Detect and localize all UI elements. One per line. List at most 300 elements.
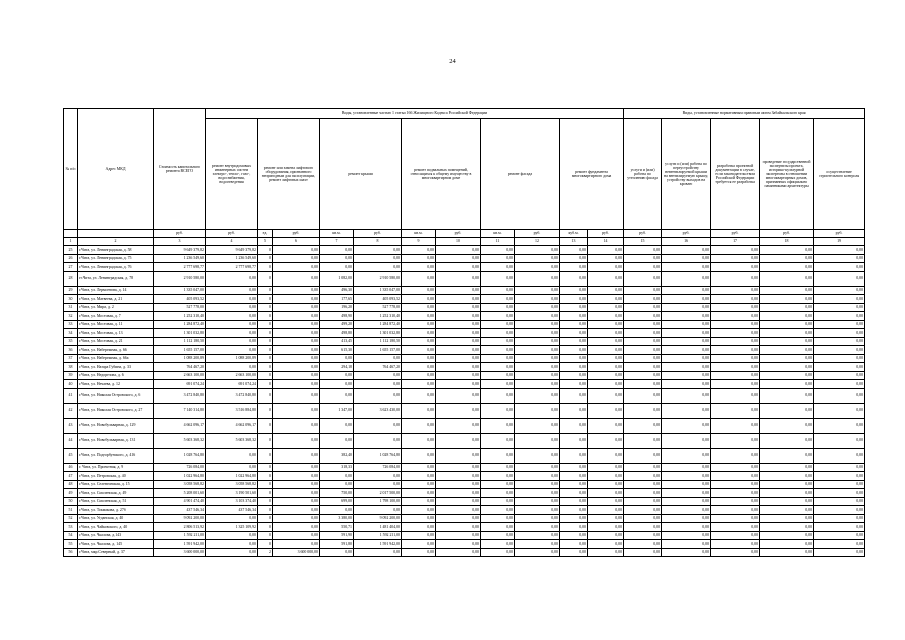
value-cell: 1 592 211,00	[354, 531, 402, 540]
value-cell: 0,00	[588, 548, 624, 557]
value-cell: 5 208 001,60	[154, 489, 206, 498]
value-cell: 0,00	[481, 263, 515, 272]
value-cell: 0,00	[560, 346, 588, 355]
value-cell: 726 084,00	[154, 463, 206, 472]
value-cell: 0,00	[814, 254, 865, 263]
value-cell: 3 600 000,00	[273, 548, 320, 557]
value-cell: 0,00	[436, 371, 481, 380]
value-cell: 0,00	[354, 506, 402, 515]
value-cell: 3 623 430,00	[354, 403, 402, 418]
value-cell: 0,00	[662, 263, 711, 272]
value-cell: 0,00	[711, 286, 760, 295]
value-cell: 0,00	[320, 388, 354, 403]
value-cell: 0,00	[436, 506, 481, 515]
header-facade-insulation: услуги и (или) работы по утеплению фасада	[624, 119, 662, 230]
value-cell: 0,00	[662, 271, 711, 286]
table-header	[64, 109, 865, 246]
value-cell: 0,00	[354, 254, 402, 263]
row-number: 56	[64, 548, 78, 557]
value-cell: 0,00	[711, 489, 760, 498]
value-cell: 0,00	[273, 540, 320, 549]
row-number: 27	[64, 263, 78, 272]
value-cell: 2 663 100,00	[206, 371, 258, 380]
value-cell: 0,00	[760, 295, 814, 304]
value-cell: 1 028 764,80	[354, 448, 402, 463]
value-cell: 0,00	[560, 354, 588, 363]
unit-cell: руб.	[814, 230, 865, 238]
table-row	[64, 514, 865, 523]
value-cell: 0,00	[588, 371, 624, 380]
value-cell: 0,00	[481, 463, 515, 472]
value-cell: 0,00	[206, 540, 258, 549]
address-cell: г.Чита, мкр.Северный, д. 37	[78, 548, 154, 557]
value-cell: 0,00	[481, 388, 515, 403]
value-cell: 1 088 200,89	[154, 354, 206, 363]
value-cell: 0,00	[814, 320, 865, 329]
value-cell: 0,00	[760, 263, 814, 272]
value-cell: 0,00	[515, 303, 560, 312]
value-cell: 0,00	[481, 506, 515, 515]
value-cell: 0,00	[711, 371, 760, 380]
value-cell: 0	[258, 388, 273, 403]
value-cell: 0,00	[711, 329, 760, 338]
value-cell: 0,00	[481, 303, 515, 312]
value-cell: 0,00	[481, 312, 515, 321]
value-cell: 0,00	[206, 548, 258, 557]
value-cell: 0,00	[662, 303, 711, 312]
row-number: 28	[64, 271, 78, 286]
value-cell: 0,00	[588, 380, 624, 389]
table-row	[64, 371, 865, 380]
value-cell: 550,71	[320, 523, 354, 532]
value-cell: 0,00	[814, 403, 865, 418]
value-cell: 0,00	[320, 254, 354, 263]
value-cell: 0,00	[481, 418, 515, 433]
value-cell: 1 284 872,40	[354, 320, 402, 329]
address-cell: г.Чита, ул. Набережная, д. 66	[78, 346, 154, 355]
value-cell: 0,00	[273, 523, 320, 532]
unit-cell: руб.	[624, 230, 662, 238]
unit-cell: руб.	[206, 230, 258, 238]
value-cell: 0,00	[320, 246, 354, 255]
value-cell: 0,00	[436, 489, 481, 498]
value-cell: 0,00	[662, 472, 711, 481]
value-cell: 0,00	[624, 271, 662, 286]
value-cell: 0,00	[560, 540, 588, 549]
value-cell: 764 467,20	[154, 363, 206, 372]
unit-cell: руб.	[436, 230, 481, 238]
value-cell: 0,00	[402, 506, 436, 515]
value-cell: 3 190 501,60	[206, 489, 258, 498]
value-cell: 527 778,00	[154, 303, 206, 312]
value-cell: 0,00	[662, 246, 711, 255]
value-cell: 0	[258, 531, 273, 540]
value-cell: 0,00	[560, 489, 588, 498]
value-cell: 615,30	[320, 346, 354, 355]
value-cell: 0,00	[588, 472, 624, 481]
value-cell: 0,00	[711, 531, 760, 540]
value-cell: 0,00	[481, 540, 515, 549]
table-row	[64, 354, 865, 363]
value-cell: 0,00	[588, 329, 624, 338]
value-cell: 0,00	[273, 346, 320, 355]
value-cell: 0	[258, 363, 273, 372]
value-cell: 0	[258, 329, 273, 338]
value-cell: 0	[258, 246, 273, 255]
column-number: 14	[588, 238, 624, 246]
value-cell: 0,00	[402, 354, 436, 363]
value-cell: 0,00	[515, 363, 560, 372]
value-cell: 0,00	[436, 312, 481, 321]
value-cell: 0,00	[436, 337, 481, 346]
value-cell: 0,00	[481, 514, 515, 523]
header-state-expertise: проведение государственной экспертизы проекта, историко-культурной экспертизы в отношении многоквартирных домов, признанных официально памятниками архитектуры	[760, 119, 814, 230]
value-cell: 0,00	[436, 403, 481, 418]
address-cell: г.Чита, ул. Петровская, д. 40	[78, 472, 154, 481]
value-cell: 0,00	[814, 388, 865, 403]
value-cell: 0,00	[760, 506, 814, 515]
header-roof-conversion: услуги и (или) работы по переустройству невентилируемой крыши на вентилируемую крышу, устройству выходов на кровлю	[662, 119, 711, 230]
value-cell: 0,00	[481, 286, 515, 295]
address-cell: г.Чита, ул. Угданская, д. 40	[78, 514, 154, 523]
header-facade: ремонт фасада	[481, 119, 560, 230]
value-cell: 0,00	[588, 506, 624, 515]
value-cell: 0,00	[273, 254, 320, 263]
table-row	[64, 263, 865, 272]
group-header-regional: Виды, установленные нормативным правовым актом Забайкальского края	[624, 109, 865, 119]
row-number: 30	[64, 295, 78, 304]
value-cell: 0,00	[436, 472, 481, 481]
value-cell: 0,00	[588, 337, 624, 346]
header-basement: ремонт подвальных помещений, относящихся к общему имуществу в многоквартирном доме	[402, 119, 481, 230]
value-cell: 0,00	[560, 363, 588, 372]
value-cell: 0,00	[662, 489, 711, 498]
value-cell: 177,65	[320, 295, 354, 304]
value-cell: 0,00	[402, 263, 436, 272]
value-cell: 0,00	[273, 303, 320, 312]
value-cell: 0,00	[624, 514, 662, 523]
value-cell: 0,00	[354, 354, 402, 363]
header-address: Адрес МКД	[78, 109, 154, 230]
value-cell: 0,00	[515, 388, 560, 403]
address-cell: г.Чита, ул. Ленинградская, д. 75	[78, 254, 154, 263]
value-cell: 0,00	[481, 246, 515, 255]
value-cell: 0,00	[760, 403, 814, 418]
value-cell: 0,00	[814, 463, 865, 472]
value-cell: 0	[258, 448, 273, 463]
value-cell: 0,00	[624, 303, 662, 312]
value-cell: 0,00	[402, 523, 436, 532]
value-cell: 0,00	[402, 295, 436, 304]
value-cell: 0,00	[588, 263, 624, 272]
value-cell: 0,00	[588, 403, 624, 418]
value-cell: 0,00	[402, 303, 436, 312]
value-cell: 0,00	[273, 295, 320, 304]
value-cell: 0,00	[273, 497, 320, 506]
header-roof: ремонт крыши	[320, 119, 402, 230]
table-row	[64, 540, 865, 549]
header-total-cost: Стоимость капитального ремонта ВСЕГО	[154, 109, 206, 230]
value-cell: 0,00	[273, 463, 320, 472]
value-cell: 0,00	[662, 388, 711, 403]
value-cell: 0,00	[515, 329, 560, 338]
value-cell: 0,00	[515, 480, 560, 489]
value-cell: 0	[258, 295, 273, 304]
value-cell: 0,00	[624, 540, 662, 549]
value-cell: 0,00	[206, 531, 258, 540]
value-cell: 0,00	[624, 246, 662, 255]
address-cell: г.Чита, ул. Николая Островского, д. 6	[78, 388, 154, 403]
value-cell: 1 591 942,00	[354, 540, 402, 549]
column-number: 11	[481, 238, 515, 246]
value-cell: 0	[258, 380, 273, 389]
value-cell: 0,00	[588, 480, 624, 489]
address-cell: г.Чита, ул. Чайковского, д. 40	[78, 523, 154, 532]
value-cell: 0,00	[624, 320, 662, 329]
value-cell: 0,00	[814, 312, 865, 321]
value-cell: 0,00	[814, 295, 865, 304]
value-cell: 0,00	[662, 329, 711, 338]
unit-cell: кв.м.	[481, 230, 515, 238]
value-cell: 0,00	[481, 371, 515, 380]
address-cell: г.Чита, ул. Недорезова, д. 6	[78, 371, 154, 380]
value-cell: 0,00	[624, 548, 662, 557]
column-number: 10	[436, 238, 481, 246]
value-cell: 0,00	[662, 548, 711, 557]
value-cell: 0,00	[402, 337, 436, 346]
value-cell: 0,00	[560, 371, 588, 380]
unit-cell: руб.	[711, 230, 760, 238]
value-cell: 0,00	[402, 480, 436, 489]
value-cell: 0,00	[515, 540, 560, 549]
value-cell: 0,00	[515, 463, 560, 472]
value-cell: 0,00	[662, 514, 711, 523]
value-cell: 437 546,34	[206, 506, 258, 515]
table-row	[64, 380, 865, 389]
address-cell: г.Чита, ул. Смоленская, д. 51	[78, 497, 154, 506]
row-number: 34	[64, 329, 78, 338]
value-cell: 0,00	[515, 531, 560, 540]
value-cell: 1 088 200,89	[206, 354, 258, 363]
row-number: 51	[64, 506, 78, 515]
table-row	[64, 463, 865, 472]
value-cell: 0,00	[760, 448, 814, 463]
row-number: 29	[64, 286, 78, 295]
value-cell: 0,00	[711, 354, 760, 363]
value-cell: 0,00	[588, 363, 624, 372]
value-cell: 2 777 698,77	[206, 263, 258, 272]
value-cell: 0,00	[402, 329, 436, 338]
value-cell: 0,00	[588, 295, 624, 304]
table-row	[64, 497, 865, 506]
value-cell: 2 910 580,00	[154, 271, 206, 286]
value-cell: 0,00	[624, 295, 662, 304]
value-cell: 0,00	[624, 472, 662, 481]
row-number: 55	[64, 540, 78, 549]
value-cell: 0	[258, 523, 273, 532]
value-cell: 0,00	[402, 489, 436, 498]
value-cell: 0,00	[515, 448, 560, 463]
value-cell: 0,00	[662, 523, 711, 532]
value-cell: 0,00	[588, 514, 624, 523]
value-cell: 0,00	[273, 472, 320, 481]
unit-cell: руб.	[354, 230, 402, 238]
value-cell: 0,00	[206, 312, 258, 321]
address-cell: г.Чита, ул. Ленинградская, д. 76	[78, 263, 154, 272]
value-cell: 0,00	[711, 263, 760, 272]
value-cell: 0,00	[481, 337, 515, 346]
value-cell: 0,00	[436, 540, 481, 549]
value-cell: 3 380,00	[320, 514, 354, 523]
value-cell: 0,00	[402, 403, 436, 418]
table-row	[64, 286, 865, 295]
value-cell: 0,00	[515, 514, 560, 523]
value-cell: 0,00	[273, 329, 320, 338]
column-number: 5	[258, 238, 273, 246]
value-cell: 0,00	[588, 354, 624, 363]
value-cell: 0,00	[515, 312, 560, 321]
value-cell: 0,00	[760, 480, 814, 489]
value-cell: 1 112 180,50	[154, 337, 206, 346]
value-cell: 2 663 100,00	[154, 371, 206, 380]
value-cell: 0,00	[560, 320, 588, 329]
value-cell: 0,00	[624, 371, 662, 380]
value-cell: 0,00	[560, 246, 588, 255]
value-cell: 9 092 200,00	[154, 514, 206, 523]
address-cell: г.Чита, ул. Селенгинская, д. 15	[78, 480, 154, 489]
value-cell: 0,00	[402, 463, 436, 472]
value-cell: 0,00	[481, 403, 515, 418]
table-row	[64, 254, 865, 263]
value-cell: 0,00	[662, 363, 711, 372]
value-cell: 0,00	[481, 480, 515, 489]
value-cell: 0	[258, 346, 273, 355]
group-header-federal: Виды, установленные частью 1 статьи 166 Жилищного Кодекса Российской Федерации	[206, 109, 624, 119]
value-cell: 0,00	[436, 254, 481, 263]
value-cell: 294,18	[320, 363, 354, 372]
value-cell: 0,00	[273, 403, 320, 418]
value-cell: 0,00	[354, 380, 402, 389]
value-cell: 699,00	[320, 497, 354, 506]
value-cell: 0,00	[273, 354, 320, 363]
value-cell: 591,90	[320, 531, 354, 540]
value-cell: 0,00	[662, 506, 711, 515]
table-row	[64, 489, 865, 498]
value-cell: 7 140 314,80	[154, 403, 206, 418]
value-cell: 3 516 884,80	[206, 403, 258, 418]
value-cell: 0,00	[760, 497, 814, 506]
value-cell: 0,00	[320, 472, 354, 481]
value-cell: 0,00	[814, 337, 865, 346]
value-cell: 750,00	[320, 489, 354, 498]
value-cell: 0,00	[560, 329, 588, 338]
value-cell: 0,00	[814, 448, 865, 463]
value-cell: 0,00	[273, 388, 320, 403]
value-cell: 0,00	[481, 329, 515, 338]
value-cell: 0,00	[481, 380, 515, 389]
header-engineering-systems: ремонт внутридомовых инженерных систем электро-, тепло-, газо-, водоснабжения, водоотведения	[206, 119, 258, 230]
value-cell: 0,00	[662, 371, 711, 380]
value-cell: 0,00	[814, 472, 865, 481]
value-cell: 0,00	[560, 337, 588, 346]
column-number: 1	[64, 238, 78, 246]
value-cell: 0,00	[711, 312, 760, 321]
value-cell: 0,00	[436, 463, 481, 472]
value-cell: 0,00	[760, 346, 814, 355]
value-cell: 0,00	[436, 380, 481, 389]
value-cell: 0,00	[588, 320, 624, 329]
address-cell: г.Чита, ул. Лермонтова, д. 14	[78, 286, 154, 295]
value-cell: 0,00	[354, 472, 402, 481]
value-cell: 0,00	[760, 418, 814, 433]
value-cell: 0,00	[760, 523, 814, 532]
value-cell: 0,00	[273, 320, 320, 329]
value-cell: 0,00	[760, 246, 814, 255]
value-cell: 0,00	[588, 388, 624, 403]
value-cell: 0,00	[662, 418, 711, 433]
table-row	[64, 388, 865, 403]
value-cell: 0,00	[515, 548, 560, 557]
value-cell: 0,00	[402, 472, 436, 481]
value-cell: 0,00	[481, 354, 515, 363]
value-cell: 0,00	[273, 418, 320, 433]
value-cell: 0	[258, 286, 273, 295]
value-cell: 0,00	[436, 448, 481, 463]
value-cell: 0,00	[814, 548, 865, 557]
row-number: 45	[64, 448, 78, 463]
value-cell: 0,00	[662, 380, 711, 389]
value-cell: 0,00	[436, 514, 481, 523]
value-cell: 0,00	[402, 388, 436, 403]
value-cell: 1 252 310,40	[354, 312, 402, 321]
value-cell: 1 325 109,92	[206, 523, 258, 532]
value-cell: 0,00	[760, 371, 814, 380]
value-cell: 0,00	[320, 418, 354, 433]
value-cell: 0,00	[206, 337, 258, 346]
value-cell: 0,00	[814, 523, 865, 532]
value-cell: 3 058 568,82	[206, 480, 258, 489]
value-cell: 1 112 180,50	[354, 337, 402, 346]
value-cell: 0,00	[436, 433, 481, 448]
value-cell: 0,00	[481, 497, 515, 506]
value-cell: 0,00	[624, 489, 662, 498]
value-cell: 0,00	[624, 388, 662, 403]
value-cell: 405 093,52	[354, 295, 402, 304]
value-cell: 0,00	[402, 271, 436, 286]
value-cell: 0,00	[436, 295, 481, 304]
row-number: 33	[64, 320, 78, 329]
address-cell: г.Чита, ул. Николая Островского, д. 27	[78, 403, 154, 418]
row-number: 32	[64, 312, 78, 321]
value-cell: 0,00	[588, 489, 624, 498]
value-cell: 0,00	[560, 271, 588, 286]
value-cell: 0,00	[515, 418, 560, 433]
value-cell: 0	[258, 303, 273, 312]
value-cell: 1 301 032,80	[154, 329, 206, 338]
value-cell: 0,00	[760, 489, 814, 498]
value-cell: 0,00	[515, 346, 560, 355]
value-cell: 0	[258, 312, 273, 321]
value-cell: 0,00	[402, 320, 436, 329]
address-cell: г.Чита, ул. Смоленская, д. 49	[78, 489, 154, 498]
value-cell: 0,00	[354, 548, 402, 557]
value-cell: 0	[258, 463, 273, 472]
row-number: 36	[64, 346, 78, 355]
value-cell: 0,00	[560, 418, 588, 433]
value-cell: 0,00	[320, 263, 354, 272]
value-cell: 0,00	[662, 448, 711, 463]
value-cell: 591,80	[320, 540, 354, 549]
